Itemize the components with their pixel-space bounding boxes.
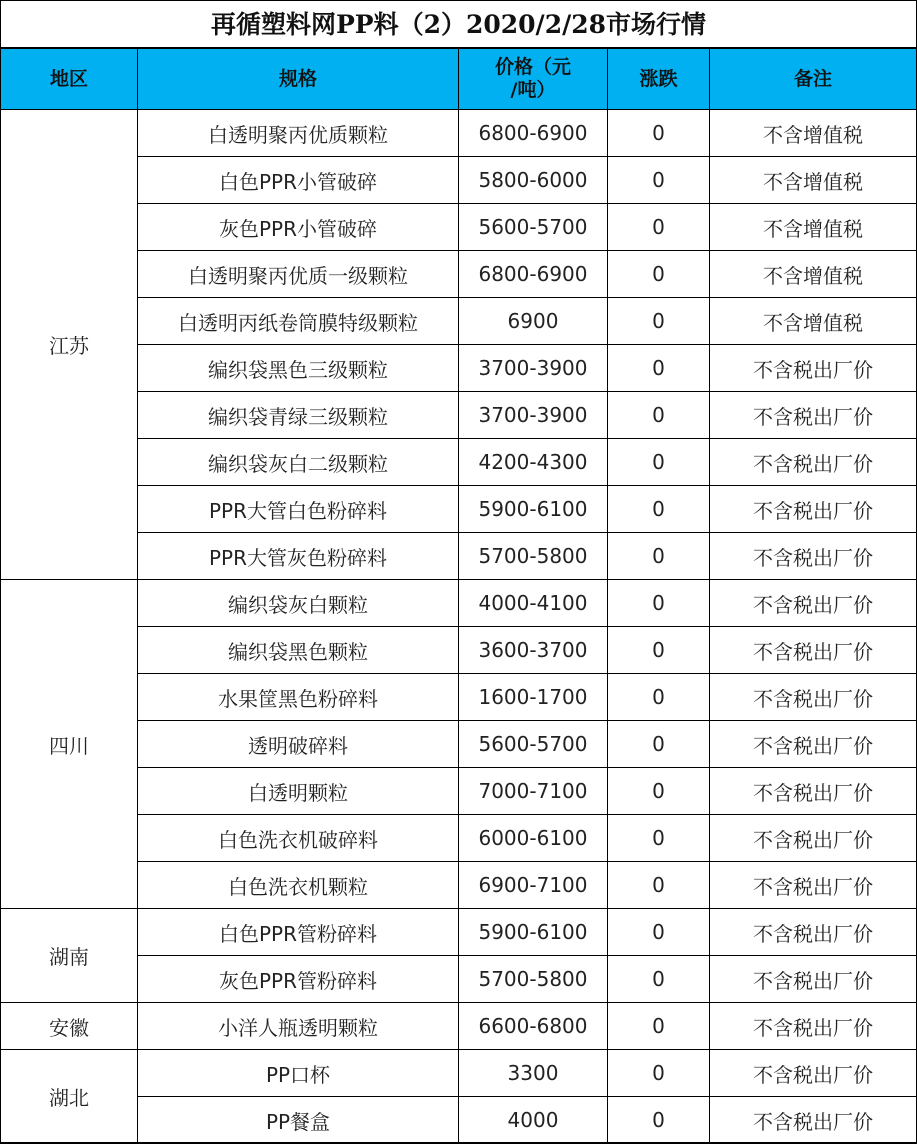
note-cell: 不含增值税 — [710, 110, 917, 157]
price-cell: 6900-7100 — [459, 862, 608, 909]
change-cell: 0 — [608, 674, 710, 721]
note-cell: 不含增值税 — [710, 157, 917, 204]
header-price-line1: 价格（元 — [494, 56, 571, 78]
note-cell: 不含增值税 — [710, 204, 917, 251]
note-cell: 不含税出厂价 — [710, 486, 917, 533]
spec-cell: 水果筐黑色粉碎料 — [138, 674, 459, 721]
change-cell: 0 — [608, 815, 710, 862]
price-cell: 6900 — [459, 298, 608, 345]
table-row — [1, 956, 917, 1003]
change-cell: 0 — [608, 721, 710, 768]
table-row — [1, 157, 917, 204]
change-cell: 0 — [608, 862, 710, 909]
price-cell: 4000 — [459, 1097, 608, 1144]
header-note: 备注 — [710, 49, 917, 110]
price-cell: 6600-6800 — [459, 1003, 608, 1050]
table-row — [1, 1050, 917, 1097]
change-cell: 0 — [608, 956, 710, 1003]
note-cell: 不含税出厂价 — [710, 862, 917, 909]
spec-cell: PPR大管白色粉碎料 — [138, 486, 459, 533]
price-cell: 5700-5800 — [459, 533, 608, 580]
spec-cell: 白色PPR小管破碎 — [138, 157, 459, 204]
price-cell: 5900-6100 — [459, 486, 608, 533]
header-change: 涨跌 — [608, 49, 710, 110]
note-cell: 不含税出厂价 — [710, 768, 917, 815]
table-row — [1, 533, 917, 580]
spec-cell: 灰色PPR管粉碎料 — [138, 956, 459, 1003]
price-cell: 5600-5700 — [459, 721, 608, 768]
note-cell: 不含税出厂价 — [710, 721, 917, 768]
note-cell: 不含税出厂价 — [710, 627, 917, 674]
region-cell: 江苏 — [1, 110, 138, 580]
spec-cell: PPR大管灰色粉碎料 — [138, 533, 459, 580]
note-cell: 不含税出厂价 — [710, 439, 917, 486]
region-cell: 湖北 — [1, 1050, 138, 1144]
spec-cell: PP口杯 — [138, 1050, 459, 1097]
price-cell: 3300 — [459, 1050, 608, 1097]
table-row — [1, 862, 917, 909]
table-row — [1, 486, 917, 533]
note-cell: 不含税出厂价 — [710, 533, 917, 580]
spec-cell: 透明破碎料 — [138, 721, 459, 768]
change-cell: 0 — [608, 439, 710, 486]
change-cell: 0 — [608, 298, 710, 345]
note-cell: 不含税出厂价 — [710, 392, 917, 439]
change-cell: 0 — [608, 110, 710, 157]
table-row — [1, 909, 917, 956]
price-cell: 5900-6100 — [459, 909, 608, 956]
price-cell: 3700-3900 — [459, 392, 608, 439]
table-row — [1, 298, 917, 345]
spec-cell: 白色洗衣机颗粒 — [138, 862, 459, 909]
table-row — [1, 721, 917, 768]
header-spec: 规格 — [138, 49, 459, 110]
change-cell: 0 — [608, 627, 710, 674]
note-cell: 不含税出厂价 — [710, 1097, 917, 1144]
change-cell: 0 — [608, 157, 710, 204]
header-price — [459, 49, 608, 110]
price-cell: 5600-5700 — [459, 204, 608, 251]
spec-cell: 白透明颗粒 — [138, 768, 459, 815]
price-cell: 3700-3900 — [459, 345, 608, 392]
note-cell: 不含税出厂价 — [710, 1050, 917, 1097]
table-row — [1, 1003, 917, 1050]
note-cell: 不含增值税 — [710, 298, 917, 345]
change-cell: 0 — [608, 486, 710, 533]
region-cell: 湖南 — [1, 909, 138, 1003]
spec-cell: PP餐盒 — [138, 1097, 459, 1144]
header-row — [1, 49, 917, 110]
change-cell: 0 — [608, 909, 710, 956]
table-row — [1, 345, 917, 392]
region-cell: 四川 — [1, 580, 138, 909]
price-table — [0, 48, 917, 1144]
change-cell: 0 — [608, 345, 710, 392]
change-cell: 0 — [608, 392, 710, 439]
spec-cell: 编织袋灰白二级颗粒 — [138, 439, 459, 486]
table-row — [1, 768, 917, 815]
spec-cell: 灰色PPR小管破碎 — [138, 204, 459, 251]
change-cell: 0 — [608, 580, 710, 627]
spec-cell: 小洋人瓶透明颗粒 — [138, 1003, 459, 1050]
change-cell: 0 — [608, 533, 710, 580]
note-cell: 不含税出厂价 — [710, 815, 917, 862]
note-cell: 不含税出厂价 — [710, 909, 917, 956]
note-cell: 不含税出厂价 — [710, 345, 917, 392]
spec-cell: 编织袋黑色三级颗粒 — [138, 345, 459, 392]
spec-cell: 白透明聚丙优质一级颗粒 — [138, 251, 459, 298]
sheet-title: 再循塑料网PP料（2）2020/2/28市场行情 — [1, 1, 916, 48]
note-cell: 不含税出厂价 — [710, 1003, 917, 1050]
price-cell: 1600-1700 — [459, 674, 608, 721]
header-region: 地区 — [1, 49, 138, 110]
spec-cell: 编织袋青绿三级颗粒 — [138, 392, 459, 439]
change-cell: 0 — [608, 1050, 710, 1097]
table-row — [1, 110, 917, 157]
note-cell: 不含税出厂价 — [710, 674, 917, 721]
spec-cell: 白透明聚丙优质颗粒 — [138, 110, 459, 157]
change-cell: 0 — [608, 768, 710, 815]
table-row — [1, 439, 917, 486]
spec-cell: 编织袋灰白颗粒 — [138, 580, 459, 627]
table-row — [1, 1097, 917, 1144]
table-row — [1, 580, 917, 627]
spec-cell: 白色PPR管粉碎料 — [138, 909, 459, 956]
spec-cell: 编织袋黑色颗粒 — [138, 627, 459, 674]
note-cell: 不含税出厂价 — [710, 956, 917, 1003]
header-price-line2: /吨） — [510, 79, 556, 101]
table-body — [1, 110, 917, 1144]
change-cell: 0 — [608, 251, 710, 298]
price-cell: 6800-6900 — [459, 251, 608, 298]
price-cell: 6800-6900 — [459, 110, 608, 157]
price-cell: 3600-3700 — [459, 627, 608, 674]
note-cell: 不含税出厂价 — [710, 580, 917, 627]
table-row — [1, 251, 917, 298]
table-row — [1, 627, 917, 674]
change-cell: 0 — [608, 204, 710, 251]
price-cell: 5800-6000 — [459, 157, 608, 204]
spec-cell: 白色洗衣机破碎料 — [138, 815, 459, 862]
spec-cell: 白透明丙纸卷筒膜特级颗粒 — [138, 298, 459, 345]
price-cell: 4000-4100 — [459, 580, 608, 627]
table-row — [1, 204, 917, 251]
change-cell: 0 — [608, 1003, 710, 1050]
price-cell: 6000-6100 — [459, 815, 608, 862]
table-row — [1, 815, 917, 862]
region-cell: 安徽 — [1, 1003, 138, 1050]
price-cell: 4200-4300 — [459, 439, 608, 486]
change-cell: 0 — [608, 1097, 710, 1144]
table-row — [1, 392, 917, 439]
price-cell: 5700-5800 — [459, 956, 608, 1003]
table-row — [1, 674, 917, 721]
price-cell: 7000-7100 — [459, 768, 608, 815]
note-cell: 不含增值税 — [710, 251, 917, 298]
